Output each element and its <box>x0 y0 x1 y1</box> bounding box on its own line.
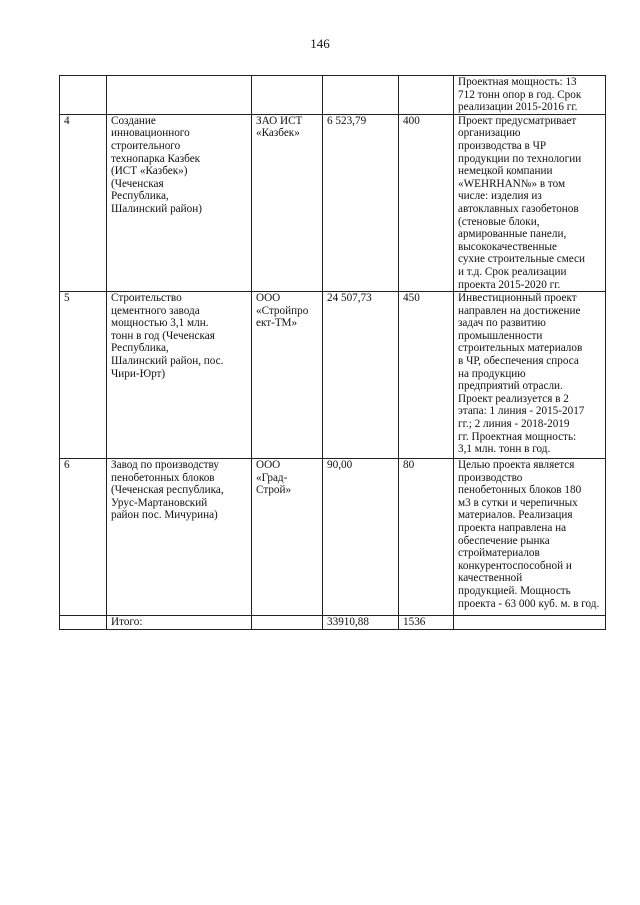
total-jobs: 1536 <box>399 616 454 630</box>
project-name-cell: Завод по производству пенобетонных блоков (Чеченская республика, Урус-Мартановский район пос. Мичурина) <box>107 459 252 616</box>
investment-cell: 6 523,79 <box>323 114 399 291</box>
total-investor-cell <box>252 616 323 630</box>
total-row <box>60 616 606 630</box>
table-row <box>60 459 606 616</box>
description-cell: Целью проекта является производство пенобетонных блоков 180 м3 в сутки и черепичных материалов. Реализация проекта направлена на обеспечение рынка стройматериалов конкурентоспособной и качественной продукцией. Мощность проекта - 63 000 куб. м. в год. <box>454 459 606 616</box>
description-cell: Проект предусматривает организацию производства в ЧР продукции по технологии немецкой компании «WEHRHAN№» в том числе: изделия из автоклавных газобетонов (стеновые блоки, армированные панели, высококачественные сухие строительные смеси и т.д. Срок реализации проекта 2015-2020 гг. <box>454 114 606 291</box>
total-label: Итого: <box>107 616 252 630</box>
jobs-cell <box>399 76 454 115</box>
investor-cell: ООО «Град- Строй» <box>252 459 323 616</box>
projects-table <box>59 75 606 630</box>
project-name-cell: Строительство цементного завода мощностью 3,1 млн. тонн в год (Чеченская Республика, Шалинский район, пос. Чири-Юрт) <box>107 292 252 459</box>
investor-cell: ООО «Стройпро ект-ТМ» <box>252 292 323 459</box>
table-row <box>60 114 606 291</box>
investor-cell: ЗАО ИСТ «Казбек» <box>252 114 323 291</box>
table-row <box>60 76 606 115</box>
investment-cell: 24 507,73 <box>323 292 399 459</box>
project-name-cell <box>107 76 252 115</box>
project-name-cell: Создание инновационного строительного технопарка Казбек (ИСТ «Казбек») (Чеченская Республика, Шалинский район) <box>107 114 252 291</box>
row-number-cell <box>60 76 107 115</box>
jobs-cell: 400 <box>399 114 454 291</box>
page-number: 146 <box>310 36 330 51</box>
jobs-cell: 80 <box>399 459 454 616</box>
row-number-cell: 6 <box>60 459 107 616</box>
total-description-cell <box>454 616 606 630</box>
investor-cell <box>252 76 323 115</box>
investment-cell <box>323 76 399 115</box>
description-cell: Проектная мощность: 13 712 тонн опор в год. Срок реализации 2015-2016 гг. <box>454 76 606 115</box>
row-number-cell: 4 <box>60 114 107 291</box>
jobs-cell: 450 <box>399 292 454 459</box>
table-row <box>60 292 606 459</box>
investment-cell: 90,00 <box>323 459 399 616</box>
description-cell: Инвестиционный проект направлен на достижение задач по развитию промышленности строительных материалов в ЧР, обеспечения спроса на продукцию предприятий отрасли. Проект реализуется в 2 этапа: 1 линия - 2015-2017 гг.; 2 линия - 2018-2019 гг. Проектная мощность: 3,1 млн. тонн в год. <box>454 292 606 459</box>
total-number-cell <box>60 616 107 630</box>
total-investment: 33910,88 <box>323 616 399 630</box>
row-number-cell: 5 <box>60 292 107 459</box>
